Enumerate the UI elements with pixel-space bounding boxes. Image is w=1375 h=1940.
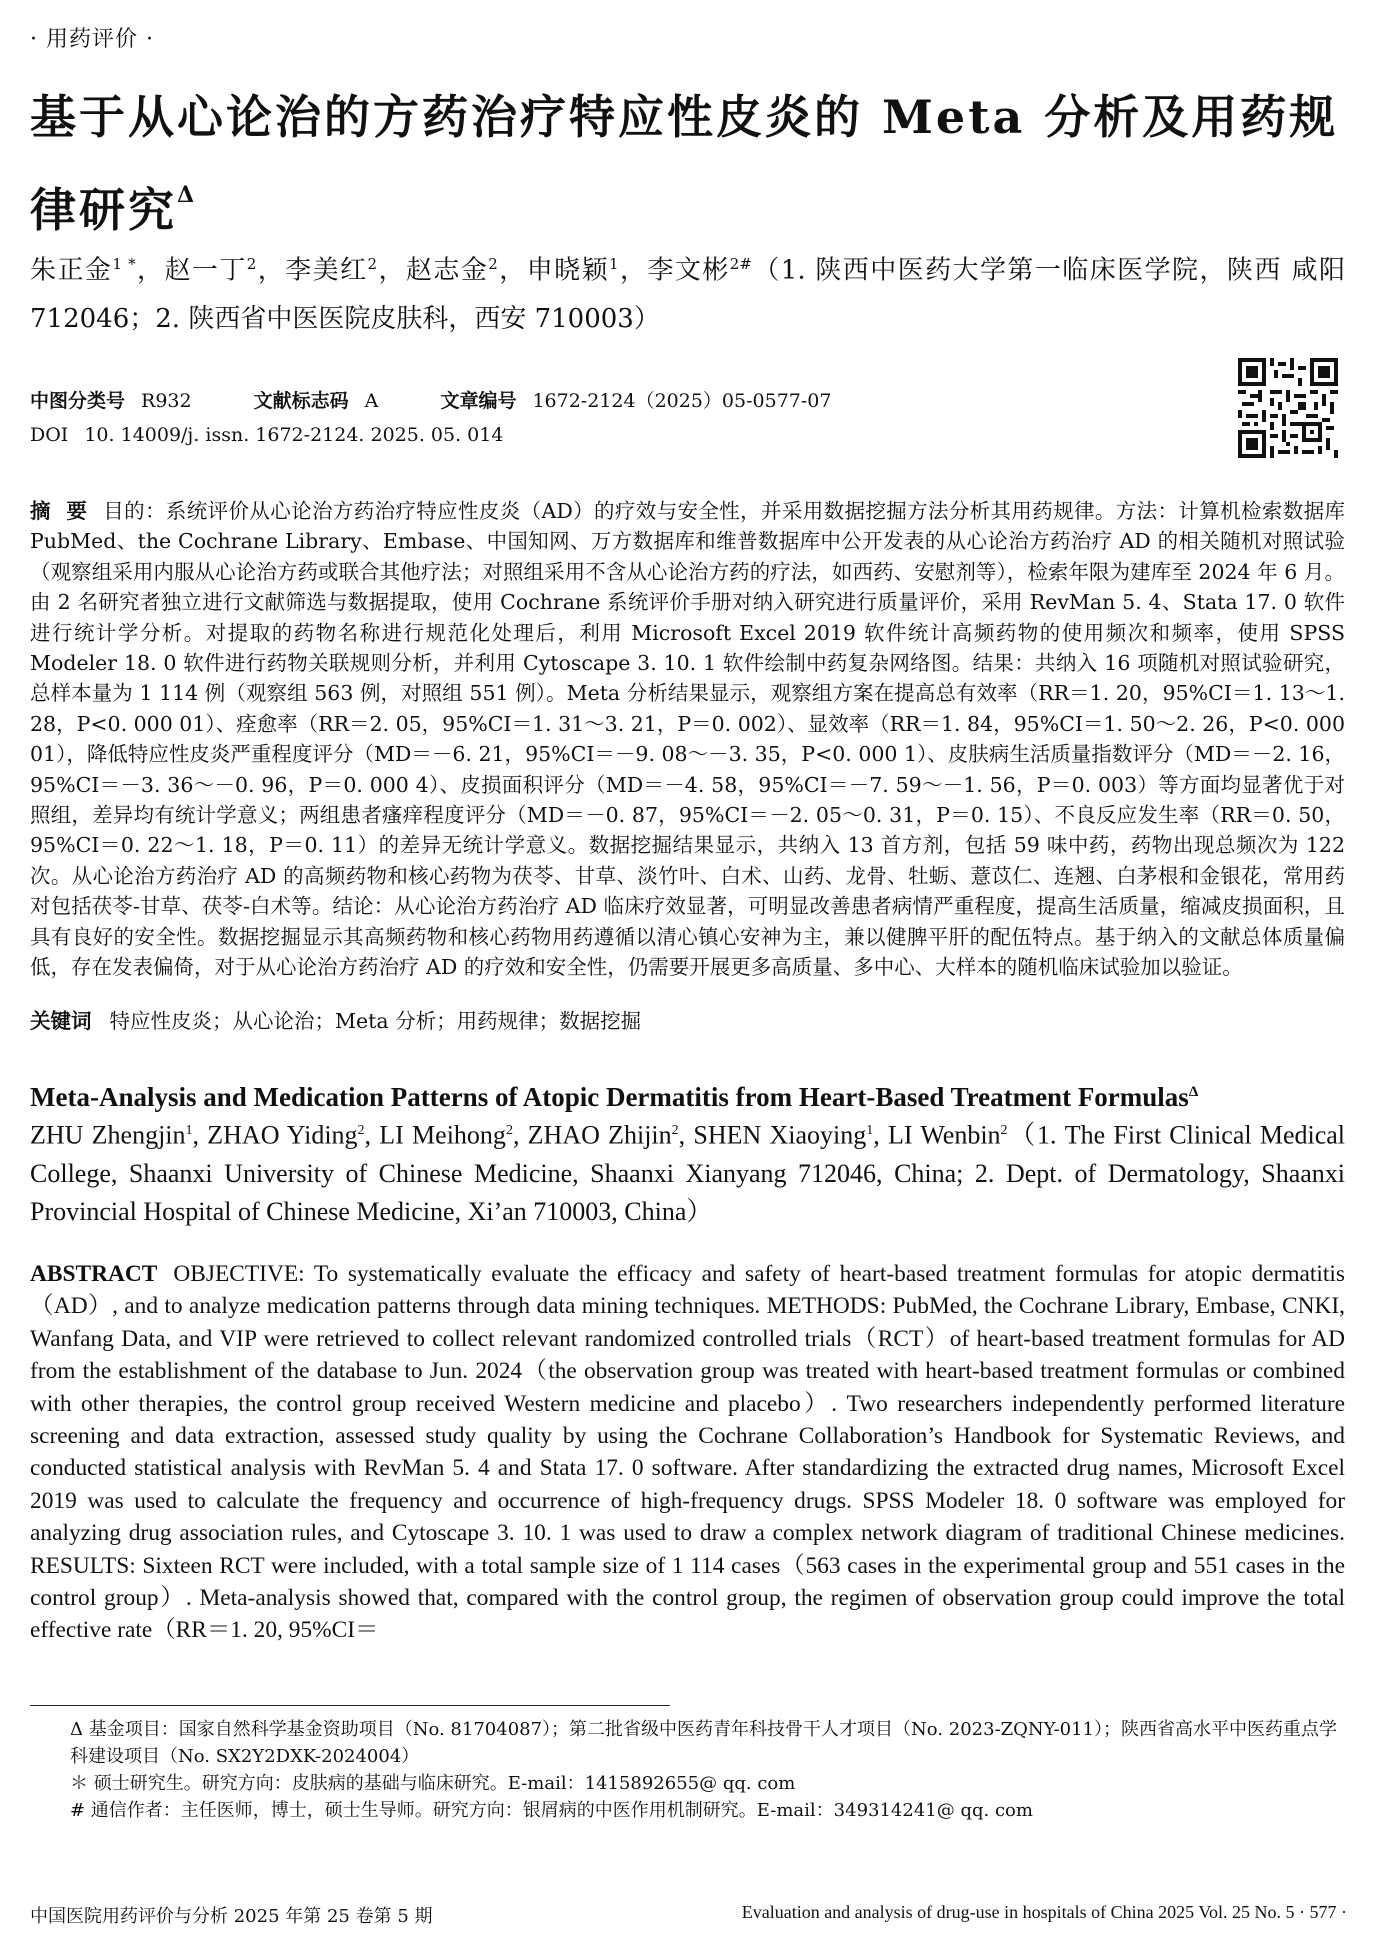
author-affil-sup-en: 2 bbox=[1000, 1123, 1008, 1138]
author-name-en: , ZHAO Zhijin bbox=[512, 1120, 672, 1150]
article-title bbox=[30, 78, 1350, 249]
keywords-cn-label: 关键词 bbox=[30, 1009, 92, 1033]
english-title bbox=[30, 1072, 1350, 1117]
footer-journal-cn: 中国医院用药评价与分析 2025 年第 25 卷第 5 期 bbox=[30, 1906, 433, 1927]
abstract-en-label: ABSTRACT bbox=[30, 1261, 158, 1287]
author-affil-sup: 2# bbox=[729, 255, 752, 273]
abstract-en bbox=[30, 1258, 1345, 1647]
author-line-en bbox=[30, 1112, 1345, 1231]
author-name-en: , LI Wenbin bbox=[873, 1120, 1001, 1150]
qr-code-icon bbox=[1238, 358, 1338, 458]
author-affil-sup: 1 * bbox=[112, 255, 136, 273]
author-line-cn bbox=[30, 240, 1345, 343]
english-title-mark: Δ bbox=[1188, 1084, 1199, 1100]
author-affil-sup: 2 bbox=[488, 255, 498, 273]
keywords-cn-text: 特应性皮炎；从心论治；Meta 分析；用药规律；数据挖掘 bbox=[109, 1009, 642, 1033]
footer-journal-en: Evaluation and analysis of drug-use in hospitals of China 2025 Vol. 25 No. 5 · 577 · bbox=[741, 1902, 1347, 1922]
affiliation-cn: （1. 陕西中医药大学第一临床医学院，陕西 咸阳 712046；2. 陕西省中医医院皮肤科，西安 710003） bbox=[30, 255, 1345, 334]
author-name: ，申晓颖 bbox=[497, 255, 610, 286]
author-name-en: , ZHAO Yiding bbox=[192, 1120, 358, 1150]
author-affil-sup: 2 bbox=[246, 255, 257, 273]
author-name: ，赵一丁 bbox=[135, 255, 247, 286]
author-affil-sup-en: 1 bbox=[866, 1123, 874, 1138]
doc-code-value: A bbox=[364, 390, 379, 412]
article-no-value: 1672-2124（2025）05-0577-07 bbox=[532, 390, 832, 412]
abstract-en-text: OBJECTIVE: To systematically evaluate the efficacy and safety of heart-based treatment formulas for atopic dermatitis（AD）, and to analyze medication patterns through data mining techniques. METHODS: PubMed, the Cochrane Library, Embase, CNKI, Wanfang Data, and VIP were retrieved to collect relevant randomized controlled trials（RCT）of heart-based treatment formulas for AD from the establishment of the database to Jun. 2024（the observation group was treated with heart-based treatment formulas or combined with other therapies, the control group received Western medicine and placebo）. Two researchers independently performed literature screening and data extraction, assessed study quality by using the Cochrane Collaboration’s Handbook for Systematic Reviews, and conducted statistical analysis with RevMan 5. 4 and Stata 17. 0 software. After standardizing the extracted drug names, Microsoft Excel 2019 was used to calculate the frequency and occurrence of high-frequency drugs. SPSS Modeler 18. 0 software was employed for analyzing drug association rules, and Cytoscape 3. 10. 1 was used to draw a complex network diagram of traditional Chinese medicines. RESULTS: Sixteen RCT were included, with a total sample size of 1 114 cases（563 cases in the experimental group and 551 cases in the control group）. Meta-analysis showed that, compared with the control group, the regimen of observation group could improve the total effective rate（RR＝1. 20, 95%CI＝ bbox=[30, 1261, 1345, 1644]
footnote-first-author: ＊ 硕士研究生。研究方向：皮肤病的基础与临床研究。E-mail：1415892655@ qq. com bbox=[70, 1773, 796, 1794]
abstract-cn-label: 摘 要 bbox=[30, 499, 92, 523]
author-name: 朱正金 bbox=[30, 255, 113, 286]
author-affil-sup: 1 bbox=[609, 255, 619, 273]
footnote-corresponding: # 通信作者：主任医师，博士，硕士生导师。研究方向：银屑病的中医作用机制研究。E-mail：349314241@ qq. com bbox=[70, 1800, 1033, 1821]
clc-value: R932 bbox=[141, 390, 192, 412]
author-affil-sup-en: 1 bbox=[185, 1123, 193, 1138]
author-name-en: , LI Meihong bbox=[364, 1120, 506, 1150]
keywords-cn bbox=[30, 1006, 1345, 1036]
footnote-fund: Δ 基金项目：国家自然科学基金资助项目（No. 81704087）；第二批省级中医药青年科技骨干人才项目（No. 2023-ZQNY-011）；陕西省高水平中医药重点学科建设项目（No. SX2Y2DXK-2024004） bbox=[70, 1719, 1338, 1767]
title-fund-mark: Δ bbox=[177, 182, 198, 208]
author-affil-sup: 2 bbox=[367, 255, 378, 273]
author-affil-sup-en: 2 bbox=[671, 1123, 679, 1138]
author-name-en: ZHU Zhengjin bbox=[30, 1120, 186, 1150]
author-name: ，李美红 bbox=[256, 255, 368, 286]
article-title-text: 基于从心论治的方药治疗特应性皮炎的 Meta 分析及用药规律研究 bbox=[30, 90, 1339, 237]
doi-value: 10. 14009/j. issn. 1672-2124. 2025. 05. 014 bbox=[84, 424, 504, 446]
abstract-cn bbox=[30, 496, 1345, 983]
author-affil-sup-en: 2 bbox=[505, 1123, 513, 1138]
footnote-rule bbox=[30, 1705, 670, 1706]
affiliation-en: （1. The First Clinical Medical College, Shaanxi University of Chinese Medicine, Shaanxi Xianyang 712046, China; 2. Dept. of Dermatology, Shaanxi Provincial Hospital of Chinese Medicine, Xi’an 710003, China） bbox=[30, 1120, 1346, 1226]
author-affil-sup-en: 2 bbox=[357, 1123, 365, 1138]
doi-row bbox=[30, 424, 503, 446]
footnotes bbox=[30, 1716, 1345, 1824]
english-title-text: Meta-Analysis and Medication Patterns of Atopic Dermatitis from Heart-Based Treatment Formulas bbox=[30, 1082, 1189, 1112]
author-name: ，李文彬 bbox=[618, 255, 730, 286]
clc-label: 中图分类号 bbox=[30, 390, 126, 412]
classification-row bbox=[30, 386, 887, 413]
doi-label: DOI bbox=[30, 424, 69, 446]
author-name-en: , SHEN Xiaoying bbox=[678, 1120, 867, 1150]
column-tag: · 用药评价 · bbox=[30, 27, 154, 52]
author-name: ，赵志金 bbox=[377, 255, 489, 286]
abstract-cn-text: 目的：系统评价从心论治方药治疗特应性皮炎（AD）的疗效与安全性，并采用数据挖掘方法分析其用药规律。方法：计算机检索数据库 PubMed、the Cochrane Library、Embase、中国知网、万方数据库和维普数据库中公开发表的从心论治方药治疗 AD 的相关随机对照试验（观察组采用内服从心论治方药或联合其他疗法；对照组采用不含从心论治方药的疗法，如西药、安慰剂等），检索年限为建库至 2024 年 6 月。由 2 名研究者独立进行文献筛选与数据提取，使用 Cochrane 系统评价手册对纳入研究进行质量评价，采用 RevMan 5. 4、Stata 17. 0 软件进行统计学分析。对提取的药物名称进行规范化处理后，利用 Microsoft Excel 2019 软件统计高频药物的使用频次和频率，使用 SPSS Modeler 18. 0 软件进行药物关联规则分析，并利用 Cytoscape 3. 10. 1 软件绘制中药复杂网络图。结果：共纳入 16 项随机对照试验研究，总样本量为 1 114 例（观察组 563 例，对照组 551 例）。Meta 分析结果显示，观察组方案在提高总有效率（RR＝1. 20，95%CI＝1. 13～1. 28，P<0. 000 01）、痊愈率（RR＝2. 05，95%CI＝1. 31～3. 21，P＝0. 002）、显效率（RR＝1. 84，95%CI＝1. 50～2. 26，P<0. 000 01），降低特应性皮炎严重程度评分（MD＝－6. 21，95%CI＝－9. 08～－3. 35，P<0. 000 1）、皮肤病生活质量指数评分（MD＝－2. 16，95%CI＝－3. 36～－0. 96，P＝0. 000 4）、皮损面积评分（MD＝－4. 58，95%CI＝－7. 59～－1. 56，P＝0. 003）等方面均显著优于对照组，差异均有统计学意义；两组患者瘙痒程度评分（MD＝－0. 87，95%CI＝－2. 05～0. 31，P＝0. 15）、不良反应发生率（RR＝0. 50，95%CI＝0. 22～1. 18，P＝0. 11）的差异无统计学意义。数据挖掘结果显示，共纳入 13 首方剂，包括 59 味中药，药物出现总频次为 122 次。从心论治方药治疗 AD 的高频药物和核心药物为茯苓、甘草、淡竹叶、白术、山药、龙骨、牡蛎、薏苡仁、连翘、白茅根和金银花，常用药对包括茯苓-甘草、茯苓-白术等。结论：从心论治方药治疗 AD 临床疗效显著，可明显改善患者病情严重程度，提高生活质量，缩减皮损面积，且具有良好的安全性。数据挖掘显示其高频药物和核心药物用药遵循以清心镇心安神为主，兼以健脾平肝的配伍特点。基于纳入的文献总体质量偏低，存在发表偏倚，对于从心论治方药治疗 AD 的疗效和安全性，仍需要开展更多高质量、多中心、大样本的随机临床试验加以验证。 bbox=[30, 499, 1345, 980]
doc-code-label: 文献标志码 bbox=[253, 390, 349, 412]
article-no-label: 文章编号 bbox=[440, 390, 517, 412]
